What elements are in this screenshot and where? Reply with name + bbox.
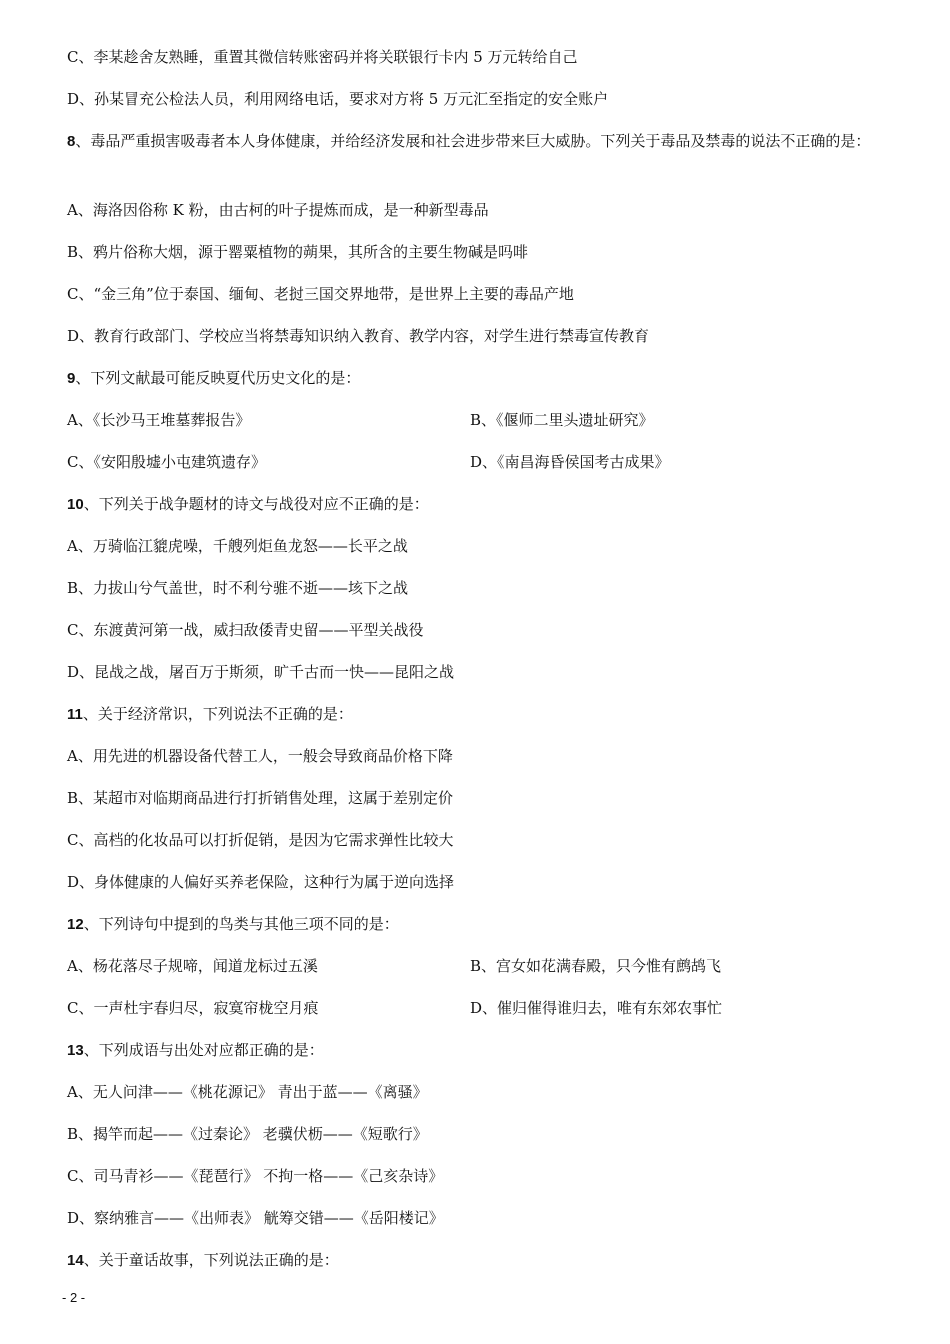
- q13-number: 13: [67, 1042, 84, 1059]
- q9-option-c: C、《安阳殷墟小屯建筑遗存》: [67, 453, 266, 471]
- q10-option-d: D、昆战之战，屠百万于斯须，旷千古而一快——昆阳之战: [67, 663, 455, 681]
- q14-stem-text: 、关于童话故事，下列说法正确的是：: [83, 1251, 339, 1269]
- q11-option-d: D、身体健康的人偏好买养老保险，这种行为属于逆向选择: [67, 873, 455, 891]
- q8-stem: [67, 130, 887, 153]
- q11-stem: [67, 703, 353, 726]
- q8-option-a: A、海洛因俗称 K 粉，由古柯的叶子提炼而成，是一种新型毒品: [67, 201, 489, 219]
- q11-option-b: B、某超市对临期商品进行打折销售处理，这属于差别定价: [67, 789, 454, 807]
- q9-stem-text: 、下列文献最可能反映夏代历史文化的是：: [75, 369, 361, 387]
- q12-option-c: C、一声杜宇春归尽，寂寞帘栊空月痕: [67, 999, 319, 1017]
- q7-option-d: D、孙某冒充公检法人员，利用网络电话，要求对方将 5 万元汇至指定的安全账户: [67, 90, 609, 108]
- q13-stem-text: 、下列成语与出处对应都正确的是：: [83, 1041, 324, 1059]
- q13-option-b: B、揭竿而起——《过秦论》 老骥伏枥——《短歌行》: [67, 1125, 428, 1143]
- q8-option-c: C、“金三角”位于泰国、缅甸、老挝三国交界地带，是世界上主要的毒品产地: [67, 285, 574, 303]
- q13-option-d: D、察纳雅言——《出师表》 觥筹交错——《岳阳楼记》: [67, 1209, 444, 1227]
- q12-stem-text: 、下列诗句中提到的鸟类与其他三项不同的是：: [83, 915, 399, 933]
- q10-option-b: B、力拔山兮气盖世，时不利兮骓不逝——垓下之战: [67, 579, 409, 597]
- q12-stem: [67, 913, 399, 936]
- q8-number: 8: [67, 133, 76, 150]
- q10-option-c: C、东渡黄河第一战，威扫敌倭青史留——平型关战役: [67, 621, 424, 639]
- q11-option-a: A、用先进的机器设备代替工人，一般会导致商品价格下降: [67, 747, 453, 765]
- q12-option-a: A、杨花落尽子规啼，闻道龙标过五溪: [67, 957, 318, 975]
- q8-option-b: B、鸦片俗称大烟，源于罂粟植物的蒴果，其所含的主要生物碱是吗啡: [67, 243, 529, 261]
- q14-stem: [67, 1249, 339, 1272]
- q9-option-b: B、《偃师二里头遗址研究》: [470, 411, 654, 429]
- q12-number: 12: [67, 916, 84, 933]
- q8-option-d: D、教育行政部门、学校应当将禁毒知识纳入教育、教学内容，对学生进行禁毒宣传教育: [67, 327, 650, 345]
- q9-number: 9: [67, 370, 76, 387]
- q10-number: 10: [67, 496, 84, 513]
- q12-option-b: B、宫女如花满春殿，只今惟有鹧鸪飞: [470, 957, 722, 975]
- q10-stem: [67, 493, 429, 516]
- q11-number: 11: [67, 706, 83, 723]
- q13-option-c: C、司马青衫——《琵琶行》 不拘一格——《己亥杂诗》: [67, 1167, 444, 1185]
- q7-option-c: C、李某趁舍友熟睡，重置其微信转账密码并将关联银行卡内 5 万元转给自己: [67, 48, 578, 66]
- q9-option-a: A、《长沙马王堆墓葬报告》: [67, 411, 251, 429]
- q9-option-d: D、《南昌海昏侯国考古成果》: [470, 453, 670, 471]
- q12-option-d: D、催归催得谁归去，唯有东郊农事忙: [470, 999, 723, 1017]
- q9-stem: [67, 367, 360, 390]
- q13-stem: [67, 1039, 324, 1062]
- q10-stem-text: 、下列关于战争题材的诗文与战役对应不正确的是：: [83, 495, 429, 513]
- q11-option-c: C、高档的化妆品可以打折促销，是因为它需求弹性比较大: [67, 831, 454, 849]
- page-number: - 2 -: [62, 1290, 86, 1305]
- q14-number: 14: [67, 1252, 84, 1269]
- q13-option-a: A、无人问津——《桃花源记》 青出于蓝——《离骚》: [67, 1083, 428, 1101]
- q10-option-a: A、万骑临江貔虎噪，千艘列炬鱼龙怒——长平之战: [67, 537, 408, 555]
- q8-stem-text: 、毒品严重损害吸毒者本人身体健康，并给经济发展和社会进步带来巨大威胁。下列关于毒品及禁毒的说法不正确的是：: [75, 132, 871, 150]
- q11-stem-text: 、关于经济常识，下列说法不正确的是：: [82, 705, 353, 723]
